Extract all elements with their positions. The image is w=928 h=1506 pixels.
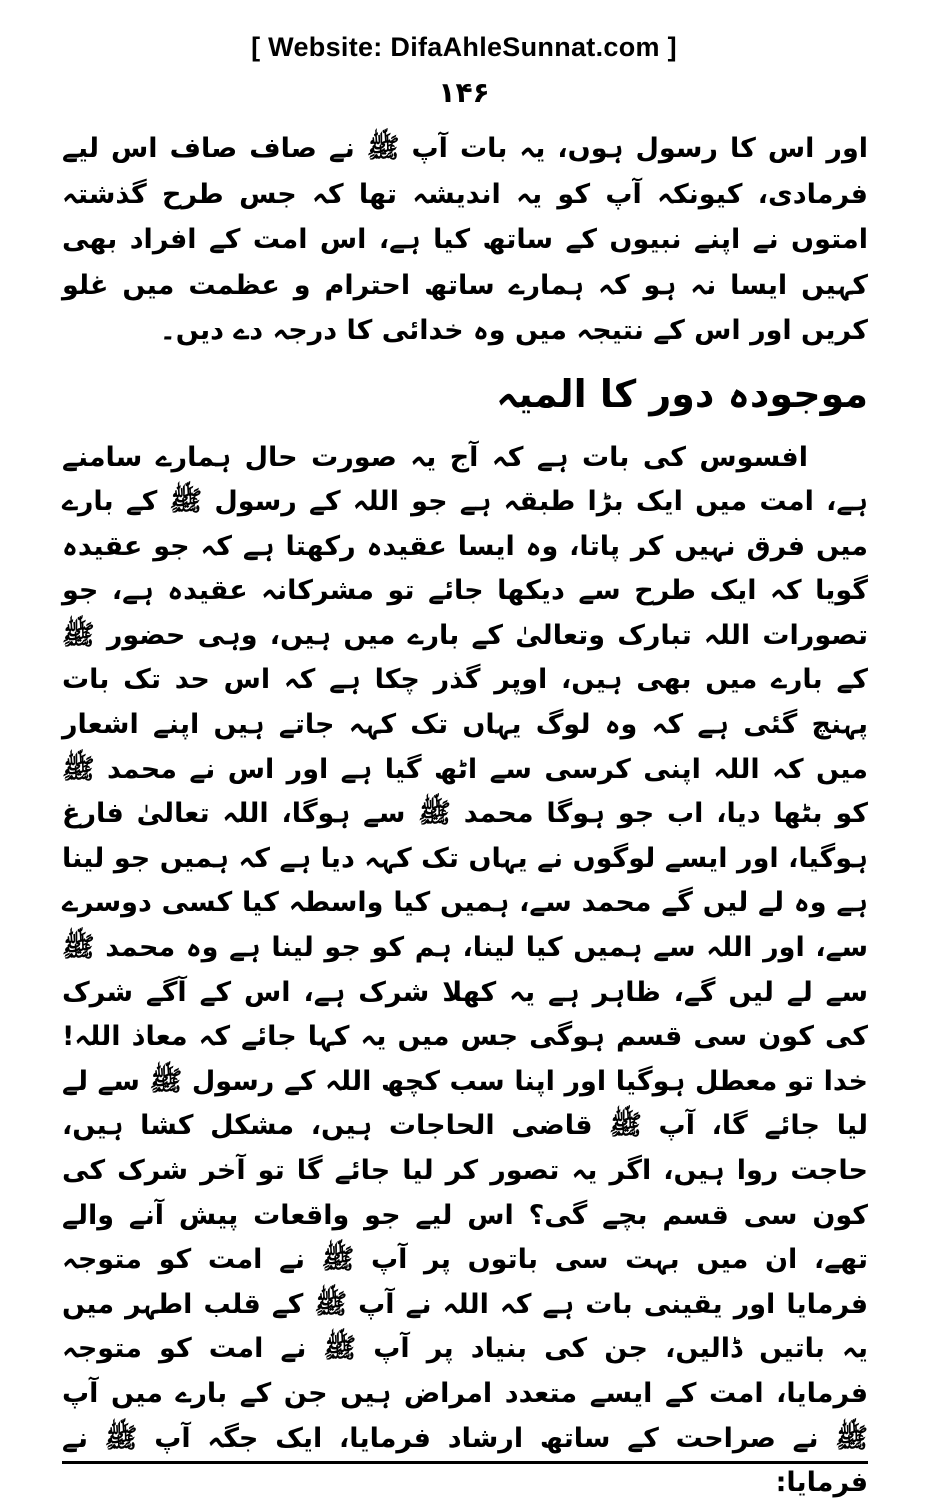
website-header: [ Website: DifaAhleSunnat.com ] <box>251 32 677 62</box>
section-heading: موجودہ دور کا المیہ <box>496 371 868 416</box>
page-number: ۱۴۶ <box>438 76 490 109</box>
paragraph-2 <box>62 436 868 1506</box>
paragraph-2-text: افسوس کی بات ہے کہ آج یہ صورت حال ہمارے سامنے ہے، امت میں ایک بڑا طبقہ ہے جو اللہ کے رسول ﷺ کے بارے میں فرق نہیں کر پاتا، وہ ایسا عقیدہ رکھتا ہے کہ جو عقیدہ گویا کہ ایک طرح سے دیکھا جائے تو مشرکانہ عقیدہ ہے، جو تصورات اللہ تبارک وتعالیٰ کے بارے میں ہیں، وہی حضور ﷺ کے بارے میں بھی ہیں، اوپر گذر چکا ہے کہ اس حد تک بات پہنچ گئی ہے کہ وہ لوگ یہاں تک کہہ جاتے ہیں اپنے اشعار میں کہ اللہ اپنی کرسی سے اٹھ گیا ہے اور اس نے محمد ﷺ کو بٹھا دیا، اب جو ہوگا محمد ﷺ سے ہوگا، اللہ تعالیٰ فارغ ہوگیا، اور ایسے لوگوں نے یہاں تک کہہ دیا ہے کہ ہمیں جو لینا ہے وہ لے لیں گے محمد سے، ہمیں کیا واسطہ کیا کسی دوسرے سے، اور اللہ سے ہمیں کیا لینا، ہم کو جو لینا ہے وہ محمد ﷺ سے لے لیں گے، ظاہر ہے یہ کھلا شرک ہے، اس کے آگے شرک کی کون سی قسم ہوگی جس میں یہ کہا جائے کہ معاذ اللہ! خدا تو معطل ہوگیا اور اپنا سب کچھ اللہ کے رسول ﷺ سے لے لیا جائے گا، آپ ﷺ قاضی الحاجات ہیں، مشکل کشا ہیں، حاجت روا ہیں، اگر یہ تصور کر لیا جائے گا تو آخر شرک کی کون سی قسم بچے گی؟ اس لیے جو واقعات پیش آنے والے تھے، ان میں بہت سی باتوں پر آپ ﷺ نے امت کو متوجہ فرمایا اور یقینی بات ہے کہ اللہ نے آپ ﷺ کے قلب اطہر میں یہ باتیں ڈالیں، جن کی بنیاد پر آپ ﷺ نے امت کو متوجہ فرمایا، امت کے ایسے متعدد امراض ہیں جن کے بارے میں آپ ﷺ نے صراحت کے ساتھ ارشاد فرمایا، ایک جگہ آپ ﷺ نے فرمایا: <box>62 441 868 1499</box>
paragraph-1: اور اس کا رسول ہوں، یہ بات آپ ﷺ نے صاف صاف اس لیے فرمادی، کیونکہ آپ کو یہ اندیشہ تھا کہ جس طرح گذشتہ امتوں نے اپنے نبیوں کے ساتھ کیا ہے، اس امت کے افراد بھی کہیں ایسا نہ ہو کہ ہمارے ساتھ احترام و عظمت میں غلو کریں اور اس کے نتیجہ میں وہ خدائی کا درجہ دے دیں۔ <box>62 133 868 346</box>
footer-rule <box>62 1461 868 1464</box>
page-content <box>62 126 868 1506</box>
